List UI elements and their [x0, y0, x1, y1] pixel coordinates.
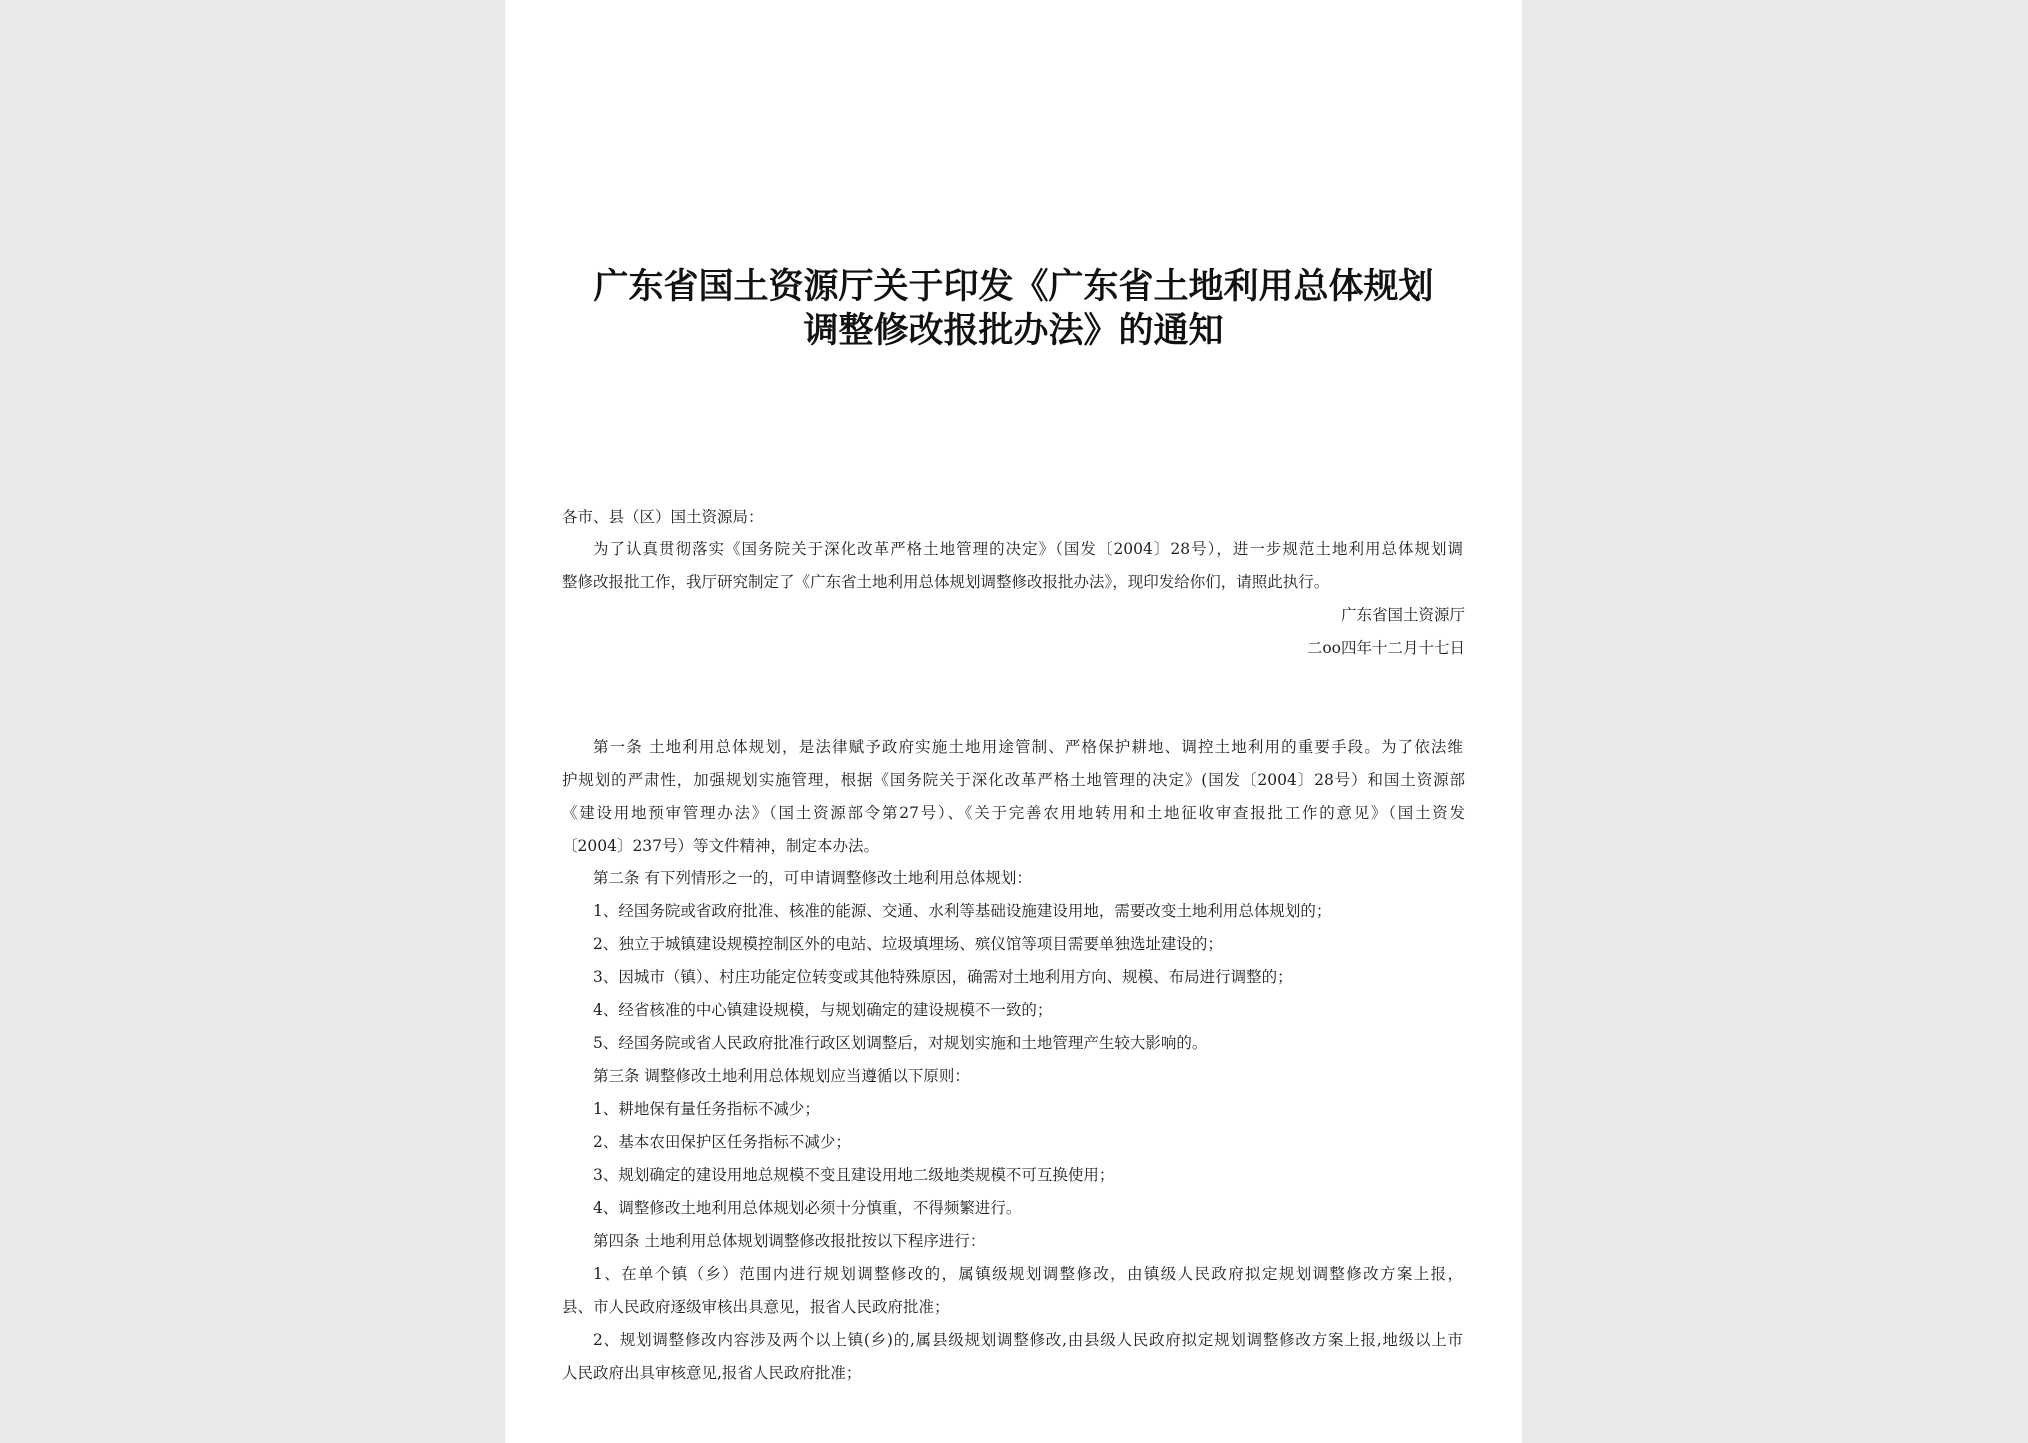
article-1-line-4: 〔2004〕237号）等文件精神，制定本办法。	[562, 837, 880, 855]
document-title-line-2: 调整修改报批办法》的通知	[803, 310, 1224, 351]
article-3-title: 第三条 调整修改土地利用总体规划应当遵循以下原则：	[593, 1067, 970, 1085]
signature-organization: 广东省国土资源厅	[1340, 606, 1465, 624]
notice-paragraph-line-1: 为了认真贯彻落实《国务院关于深化改革严格土地管理的决定》（国发〔2004〕28号），进一步规范土地利用总体规划调	[593, 540, 1463, 558]
article-4-item-1-line-2: 县、市人民政府逐级审核出具意见，报省人民政府批准；	[562, 1298, 950, 1316]
article-1-line-3: 《建设用地预审管理办法》（国土资源部令第27号）、《关于完善农用地转用和土地征收审查报批工作的意见》（国土资发	[562, 804, 1465, 822]
article-3-item-3: 3、规划确定的建设用地总规模不变且建设用地二级地类规模不可互换使用；	[593, 1166, 1115, 1184]
article-1-line-1: 第一条 土地利用总体规划，是法律赋予政府实施土地用途管制、严格保护耕地、调控土地利用的重要手段。为了依法维	[593, 738, 1463, 756]
article-4-item-1-line-1: 1、在单个镇（乡）范围内进行规划调整修改的，属镇级规划调整修改，由镇级人民政府拟定规划调整修改方案上报，	[593, 1265, 1463, 1283]
measures-title	[505, 702, 1522, 724]
article-4-title: 第四条 土地利用总体规划调整修改报批按以下程序进行：	[593, 1232, 986, 1250]
signature-date: 二oo四年十二月十七日	[1306, 639, 1465, 657]
notice-paragraph-line-2: 整修改报批工作，我厅研究制定了《广东省土地利用总体规划调整修改报批办法》，现印发给你们，请照此执行。	[562, 573, 1330, 591]
article-4-item-2-line-2: 人民政府出具审核意见,报省人民政府批准；	[562, 1364, 862, 1382]
article-2-item-2: 2、独立于城镇建设规模控制区外的电站、垃圾填埋场、殡仪馆等项目需要单独选址建设的；	[593, 935, 1223, 953]
document-title-line-1: 广东省国土资源厅关于印发《广东省土地利用总体规划	[593, 266, 1434, 307]
article-1-line-2: 护规划的严肃性，加强规划实施管理，根据《国务院关于深化改革严格土地管理的决定》(国发〔2004〕28号）和国土资源部	[562, 771, 1465, 789]
document-number	[505, 441, 1522, 463]
article-2-item-3: 3、因城市（镇）、村庄功能定位转变或其他特殊原因，确需对土地利用方向、规模、布局进行调整的；	[593, 968, 1293, 986]
document-page	[505, 0, 1522, 1443]
article-4-item-2-line-1: 2、规划调整修改内容涉及两个以上镇(乡)的,属县级规划调整修改,由县级人民政府拟定规划调整修改方案上报,地级以上市	[593, 1331, 1463, 1349]
article-2-item-1: 1、经国务院或省政府批准、核准的能源、交通、水利等基础设施建设用地，需要改变土地利用总体规划的；	[593, 902, 1332, 920]
addressee: 各市、县（区）国土资源局：	[562, 508, 764, 526]
article-2-item-4: 4、经省核准的中心镇建设规模，与规划确定的建设规模不一致的；	[593, 1001, 1053, 1019]
article-2-title: 第二条 有下列情形之一的，可申请调整修改土地利用总体规划：	[593, 869, 1032, 887]
article-3-item-2: 2、基本农田保护区任务指标不减少；	[593, 1133, 851, 1151]
article-2-item-5: 5、经国务院或省人民政府批准行政区划调整后，对规划实施和土地管理产生较大影响的。	[593, 1034, 1208, 1052]
article-3-item-4: 4、调整修改土地利用总体规划必须十分慎重，不得频繁进行。	[593, 1199, 1022, 1217]
article-3-item-1: 1、耕地保有量任务指标不减少；	[593, 1100, 820, 1118]
issue-info	[505, 473, 1522, 495]
